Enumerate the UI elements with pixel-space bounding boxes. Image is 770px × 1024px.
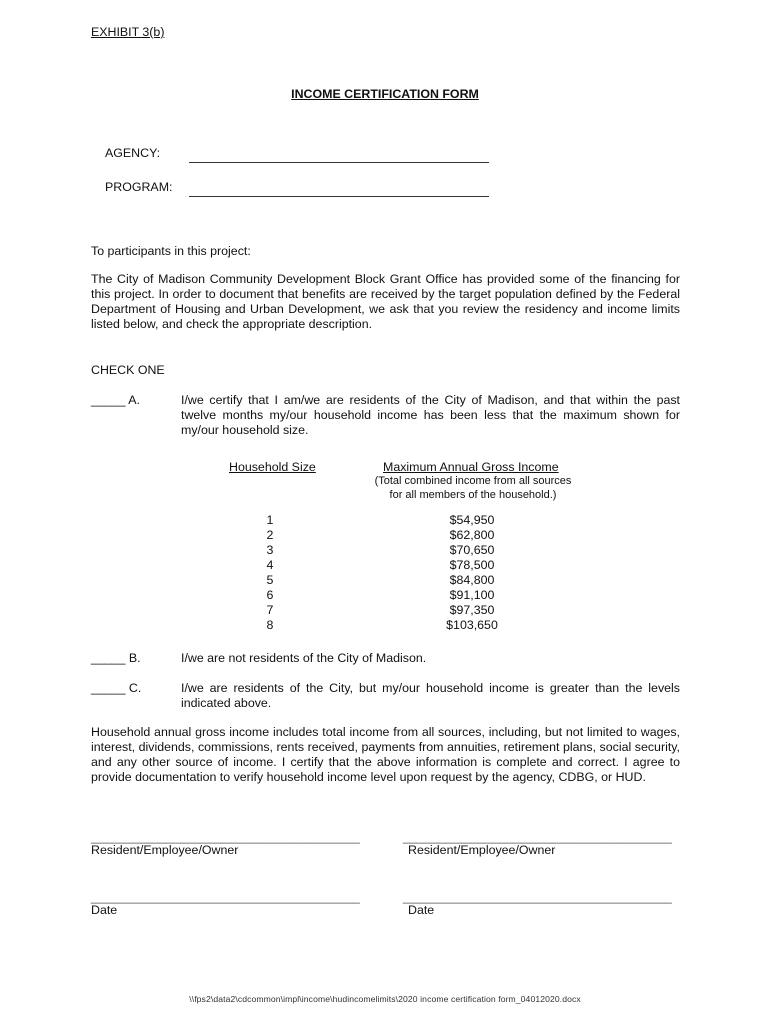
exhibit-label: EXHIBIT 3(b) (91, 25, 165, 39)
option-b-text: I/we are not residents of the City of Madison. (181, 651, 427, 665)
household-size-cell: 1 (266, 513, 274, 527)
footer-file-path: \\fps2\data2\cdcommon\impl\income\hudincomelimits\2020 income certification form_04012020.docx (189, 994, 581, 1004)
income-note-line2: for all members of the household.) (389, 489, 557, 501)
max-income-cell: $91,100 (449, 588, 495, 602)
option-c-blank[interactable]: _____ C. (91, 681, 142, 695)
option-a-blank[interactable]: _____ A. (91, 393, 140, 407)
program-field[interactable] (189, 196, 489, 197)
household-size-cell: 3 (266, 543, 274, 557)
household-size-cell: 8 (266, 618, 274, 632)
household-size-header: Household Size (229, 460, 316, 474)
option-b-blank[interactable]: _____ B. (91, 651, 141, 665)
max-income-cell: $62,800 (449, 528, 495, 542)
check-one-label: CHECK ONE (91, 363, 165, 377)
signature-line-2[interactable]: _______________________________________ (403, 830, 672, 844)
salutation: To participants in this project: (91, 244, 251, 258)
max-income-cell: $78,500 (449, 558, 495, 572)
signature-line-1[interactable]: _______________________________________ (91, 830, 360, 844)
date-label-2: Date (408, 903, 435, 917)
option-a-text: I/we certify that I am/we are residents of the City of Madison, and that within the past twelve months my/our household income has been less that the maximum shown for my/our household size. (181, 393, 680, 437)
max-income-cell: $84,800 (449, 573, 495, 587)
certification-paragraph: Household annual gross income includes total income from all sources, including, but not limited to wages, interest, dividends, commissions, rents received, payments from annuities, retirement plans, social security, and any other source of income. I certify that the above information is complete and correct. I agree to provide documentation to verify household income level upon request by the agency, CDBG, or HUD. (91, 725, 680, 784)
household-size-column (255, 513, 285, 633)
household-size-cell: 7 (266, 603, 274, 617)
agency-field[interactable] (189, 162, 489, 163)
date-line-2[interactable]: _______________________________________ (403, 890, 672, 904)
household-size-cell: 6 (266, 588, 274, 602)
household-size-cell: 5 (266, 573, 274, 587)
max-income-header: Maximum Annual Gross Income (383, 460, 559, 474)
option-c-text: I/we are residents of the City, but my/our household income is greater than the levels indicated above. (181, 681, 680, 710)
date-line-1[interactable]: _______________________________________ (91, 890, 360, 904)
agency-label: AGENCY: (105, 146, 161, 160)
signature-label-1: Resident/Employee/Owner (91, 843, 239, 857)
intro-paragraph: The City of Madison Community Development Block Grant Office has provided some of the financing for this project. In order to document that benefits are received by the target population defined by the Federal Department of Housing and Urban Development, we ask that you review the residency and income limits listed below, and check the appropriate description. (91, 272, 680, 331)
max-income-cell: $70,650 (449, 543, 495, 557)
max-income-cell: $54,950 (449, 513, 495, 527)
program-label: PROGRAM: (105, 180, 173, 194)
household-size-cell: 2 (266, 528, 274, 542)
date-label-1: Date (91, 903, 118, 917)
form-title: INCOME CERTIFICATION FORM (291, 87, 479, 101)
max-income-column (432, 513, 512, 633)
income-note-line1: (Total combined income from all sources (374, 475, 572, 487)
household-size-cell: 4 (266, 558, 274, 572)
max-income-cell: $97,350 (449, 603, 495, 617)
signature-label-2: Resident/Employee/Owner (408, 843, 556, 857)
max-income-cell: $103,650 (446, 618, 498, 632)
